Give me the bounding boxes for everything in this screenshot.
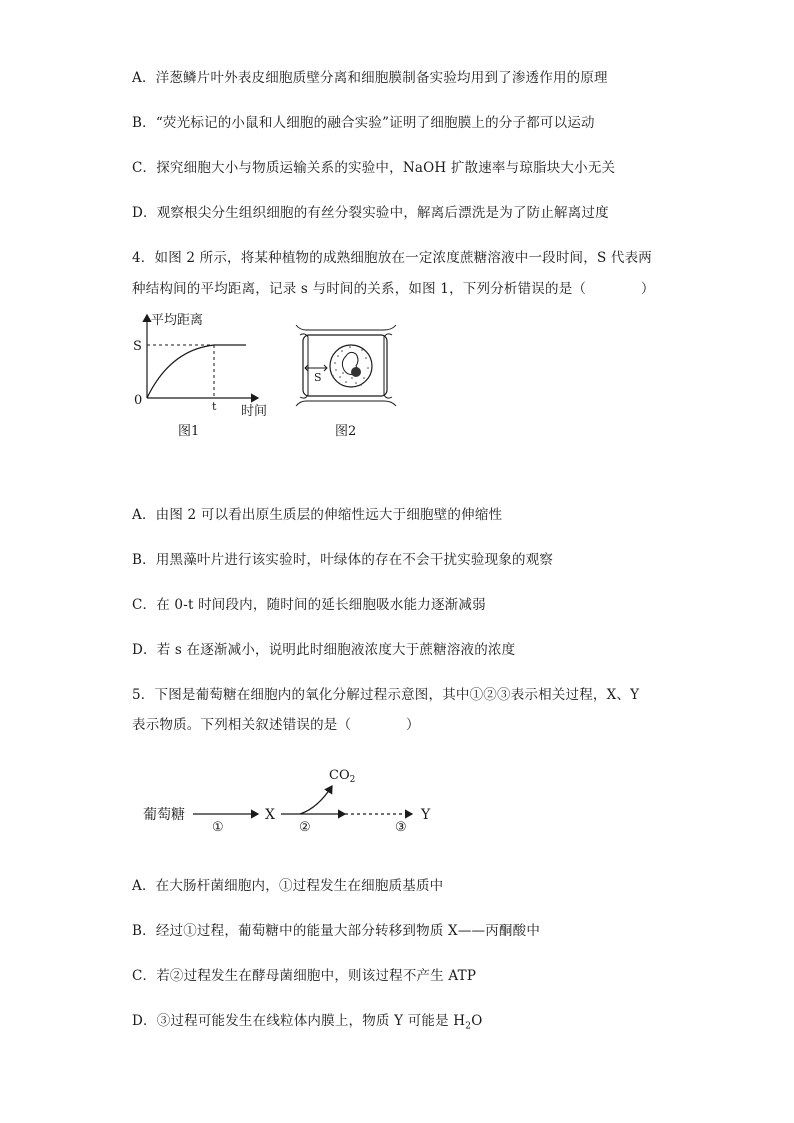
q4-stem-line2: 种结构间的平均距离，记录 s 与时间的关系，如图 1，下列分析错误的是（ ）	[132, 281, 655, 297]
fig1-ylabel: 平均距离	[151, 313, 204, 328]
q4-option-d: D．若 s 在逐渐减小，说明此时细胞液浓度大于蔗糖溶液的浓度	[132, 642, 516, 658]
fig1-t-label: t	[212, 400, 217, 413]
q5-option-a: A．在大肠杆菌细胞内，①过程发生在细胞质基质中	[132, 878, 444, 894]
q3-option-d: D．观察根尖分生组织细胞的有丝分裂实验中，解离后漂洗是为了防止解离过度	[132, 205, 609, 221]
q3-option-b: B．“荧光标记的小鼠和人细胞的融合实验”证明了细胞膜上的分子都可以运动	[132, 115, 595, 131]
co2-release-arrow	[300, 786, 332, 814]
y-label: Y	[421, 807, 431, 823]
q5-option-c: C．若②过程发生在酵母菌细胞中，则该过程不产生 ATP	[132, 968, 477, 984]
co2-label: $CO_2$	[329, 768, 356, 785]
step3-label: ③	[395, 820, 407, 835]
q5-stem-line2: 表示物质。下列相关叙述错误的是（ ）	[132, 717, 420, 733]
x-label: X	[265, 807, 275, 823]
q3-option-a: A．洋葱鳞片叶外表皮细胞质壁分离和细胞膜制备实验均用到了渗透作用的原理	[132, 70, 608, 86]
step1-label: ①	[212, 820, 224, 835]
glucose-label: 葡萄糖	[143, 807, 185, 823]
q3-option-c: C．探究细胞大小与物质运输关系的实验中，NaOH 扩散速率与琼脂块大小无关	[132, 160, 616, 176]
fig1-s-label: S	[133, 339, 142, 354]
fig1-caption: 图1	[178, 424, 200, 439]
q5-option-d: D．③过程可能发生在线粒体内膜上，物质 Y 可能是 $H_2O$	[132, 1013, 483, 1032]
fig2-s-label: S	[314, 371, 322, 384]
fig1-origin-label: 0	[134, 393, 143, 408]
fig2-caption: 图2	[335, 424, 357, 439]
q5-option-b: B．经过①过程，葡萄糖中的能量大部分转移到物质 X——丙酮酸中	[132, 923, 541, 939]
q5-stem-line1: 5．下图是葡萄糖在细胞内的氧化分解过程示意图，其中①②③表示相关过程，X、Y	[132, 687, 640, 703]
fig1-xlabel: 时间	[241, 404, 268, 419]
q4-option-c: C．在 0-t 时间段内，随时间的延长细胞吸水能力逐渐减弱	[132, 597, 486, 613]
step2-label: ②	[299, 820, 311, 835]
q4-option-b: B．用黑藻叶片进行该实验时，叶绿体的存在不会干扰实验现象的观察	[132, 552, 554, 568]
q4-option-a: A．由图 2 可以看出原生质层的伸缩性远大于细胞壁的伸缩性	[132, 507, 503, 523]
q4-stem-line1: 4．如图 2 所示，将某种植物的成熟细胞放在一定浓度蔗糖溶液中一段时间，S 代表两	[132, 250, 652, 266]
